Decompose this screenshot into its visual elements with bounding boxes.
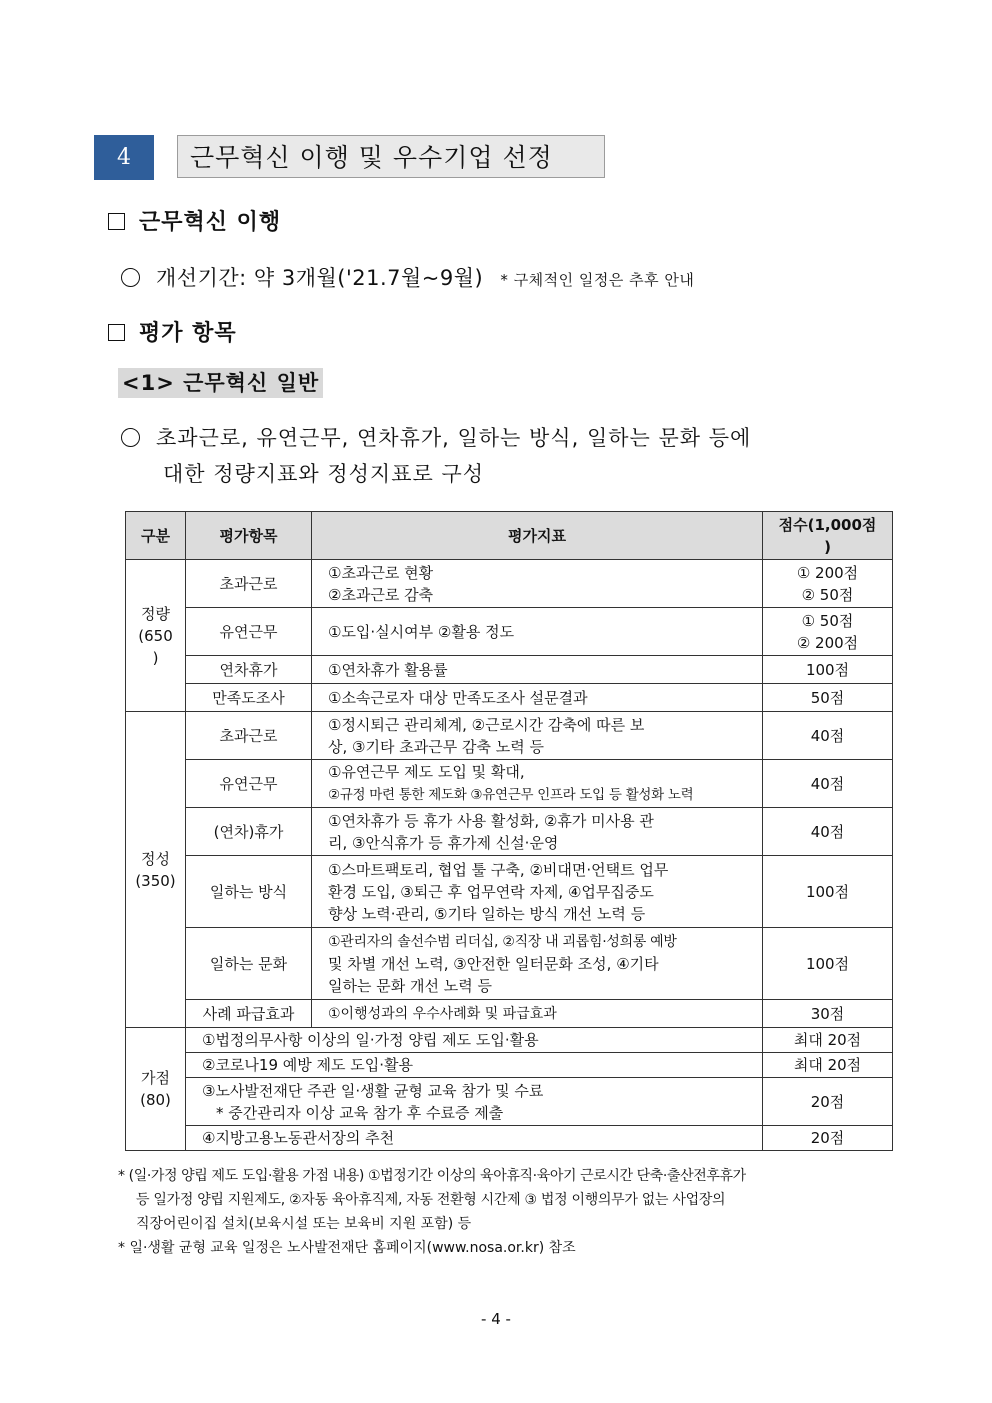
score-cell: 최대 20점 [763, 1053, 893, 1078]
intro-paragraph [121, 420, 901, 492]
score-cell: 100점 [763, 928, 893, 1000]
table-row [126, 808, 893, 856]
indicator-line: ②규정 마련 통한 제도화 ③유연근무 인프라 도입 등 활성화 노력 [328, 787, 694, 803]
footnotes [118, 1164, 898, 1260]
header-score-line1: 점수(1,000점 [778, 515, 877, 534]
indicator-line: 리, ③안식휴가 등 휴가제 신설·운영 [328, 833, 559, 852]
score-cell: 50점 [763, 684, 893, 712]
note-1-line-3: 직장어린이집 설치(보육시설 또는 보육비 지원 포함) 등 [136, 1216, 472, 1232]
circle-bullet-icon [121, 428, 140, 447]
indicator-cell [312, 760, 763, 808]
header-score [763, 512, 893, 560]
square-bullet-icon [108, 213, 125, 230]
heading-implementation [108, 205, 281, 236]
score-line: ② 200점 [796, 633, 859, 652]
indicator-cell [312, 808, 763, 856]
indicator-line: ①초과근로 현황 [328, 563, 434, 582]
score-line: ② 50점 [801, 585, 854, 604]
score-cell [763, 608, 893, 656]
header-indicator: 평가지표 [312, 512, 763, 560]
table-row [126, 608, 893, 656]
table-row [126, 760, 893, 808]
category-quant [126, 560, 186, 712]
intro-line-1: 초과근로, 유연근무, 연차휴가, 일하는 방식, 일하는 문화 등에 [156, 426, 752, 450]
note-1-line-2: 등 일가정 양립 지원제도, ②자동 육아휴직제, 자동 전환형 시간제 ③ 법정 이행의무가 없는 사업장의 [136, 1192, 726, 1208]
indicator-line: 상, ③기타 초과근무 감축 노력 등 [328, 737, 544, 756]
indicator-line: 및 차별 개선 노력, ③안전한 일터문화 조성, ④기타 [328, 955, 659, 973]
table-row [126, 856, 893, 928]
indicator-cell [312, 712, 763, 760]
table-row [126, 1000, 893, 1028]
bonus-indicator-cell [186, 1078, 763, 1126]
heading-evaluation-text: 평가 항목 [139, 321, 237, 346]
heading-evaluation [108, 316, 237, 347]
table-row [126, 1053, 893, 1078]
indicator-cell: ①도입·실시여부 ②활용 정도 [312, 608, 763, 656]
indicator-line: ①스마트팩토리, 협업 툴 구축, ②비대면·언택트 업무 [328, 860, 669, 879]
table-row [126, 656, 893, 684]
page-number: - 4 - [481, 1310, 511, 1328]
indicator-line: ①연차휴가 등 휴가 사용 활성화, ②휴가 미사용 관 [328, 811, 654, 830]
indicator-cell [312, 560, 763, 608]
indicator-line: ③노사발전재단 주관 일·생활 균형 교육 참가 및 수료 [202, 1081, 544, 1100]
table-row [126, 1126, 893, 1151]
score-cell: 20점 [763, 1078, 893, 1126]
item-cell: 일하는 문화 [186, 928, 312, 1000]
indicator-line: ①관리자의 솔선수범 리더십, ②직장 내 괴롭힘·성희롱 예방 [328, 934, 677, 950]
score-cell [763, 560, 893, 608]
indicator-cell [312, 856, 763, 928]
indicator-line: 향상 노력·관리, ⑤기타 일하는 방식 개선 노력 등 [328, 904, 646, 923]
heading-implementation-text: 근무혁신 이행 [139, 210, 282, 235]
category-quant-label: 정량 [141, 604, 170, 623]
indicator-line: ②초과근로 감축 [328, 585, 434, 604]
indicator-subnote: * 중간관리자 이상 교육 참가 후 수료증 제출 [216, 1103, 504, 1122]
note-2: * 일·생활 균형 교육 일정은 노사발전재단 홈페이지(www.nosa.or.kr) 참조 [118, 1240, 576, 1256]
section-title: 근무혁신 이행 및 우수기업 선정 [177, 135, 605, 178]
category-qual-points: (350) [135, 871, 176, 890]
evaluation-table [125, 511, 893, 1151]
score-cell: 20점 [763, 1126, 893, 1151]
item-cell: 사례 파급효과 [186, 1000, 312, 1028]
score-cell: 100점 [763, 656, 893, 684]
header-category: 구분 [126, 512, 186, 560]
category-quant-close: ) [152, 648, 159, 667]
indicator-line: ①유연근무 제도 도입 및 확대, [328, 763, 525, 781]
period-note: * 구체적인 일정은 추후 안내 [500, 271, 695, 289]
category-bonus-points: (80) [140, 1091, 171, 1109]
table-row [126, 1028, 893, 1053]
category-qual [126, 712, 186, 1028]
category-bonus [126, 1028, 186, 1151]
note-1-line-1: * (일·가정 양립 제도 도입·활용 가점 내용) ①법정기간 이상의 육아휴직·육아기 근로시간 단축·출산전후휴가 [118, 1168, 746, 1184]
period-text: 개선기간: 약 3개월('21.7월~9월) [156, 266, 484, 290]
score-cell: 40점 [763, 712, 893, 760]
indicator-line: ①정시퇴근 관리체계, ②근로시간 감축에 따른 보 [328, 715, 645, 734]
square-bullet-icon [108, 324, 125, 341]
indicator-cell: ①연차휴가 활용률 [312, 656, 763, 684]
category-quant-points: (650 [138, 626, 173, 645]
period-line [121, 262, 694, 292]
table-row [126, 712, 893, 760]
header-score-line2: ) [824, 537, 831, 556]
indicator-cell [312, 928, 763, 1000]
section-number: 4 [94, 135, 154, 180]
item-cell: 초과근로 [186, 560, 312, 608]
circle-bullet-icon [121, 268, 140, 287]
score-cell: 100점 [763, 856, 893, 928]
table-header-row [126, 512, 893, 560]
table-row [126, 928, 893, 1000]
item-cell: 초과근로 [186, 712, 312, 760]
intro-line-2: 대한 정량지표와 정성지표로 구성 [163, 462, 485, 486]
bonus-indicator-cell: ④지방고용노동관서장의 추천 [186, 1126, 763, 1151]
table-row [126, 684, 893, 712]
item-cell: 일하는 방식 [186, 856, 312, 928]
item-cell: (연차)휴가 [186, 808, 312, 856]
score-line: ① 200점 [796, 563, 859, 582]
item-cell: 만족도조사 [186, 684, 312, 712]
indicator-line: 환경 도입, ③퇴근 후 업무연락 자제, ④업무집중도 [328, 882, 654, 901]
score-cell: 40점 [763, 808, 893, 856]
indicator-cell: ①이행성과의 우수사례화 및 파급효과 [312, 1000, 763, 1028]
item-cell: 유연근무 [186, 760, 312, 808]
score-cell: 최대 20점 [763, 1028, 893, 1053]
indicator-cell: ①소속근로자 대상 만족도조사 설문결과 [312, 684, 763, 712]
score-cell: 30점 [763, 1000, 893, 1028]
item-cell: 유연근무 [186, 608, 312, 656]
bonus-indicator-cell: ①법정의무사항 이상의 일·가정 양립 제도 도입·활용 [186, 1028, 763, 1053]
indicator-line: 일하는 문화 개선 노력 등 [328, 977, 492, 995]
item-cell: 연차휴가 [186, 656, 312, 684]
bonus-indicator-cell: ②코로나19 예방 제도 도입·활용 [186, 1053, 763, 1078]
table-row [126, 560, 893, 608]
score-line: ① 50점 [801, 611, 854, 630]
category-qual-label: 정성 [141, 849, 170, 868]
header-item: 평가항목 [186, 512, 312, 560]
category-bonus-label: 가점 [141, 1069, 170, 1087]
subheading-general: <1> 근무혁신 일반 [118, 368, 323, 398]
table-row [126, 1078, 893, 1126]
score-cell: 40점 [763, 760, 893, 808]
